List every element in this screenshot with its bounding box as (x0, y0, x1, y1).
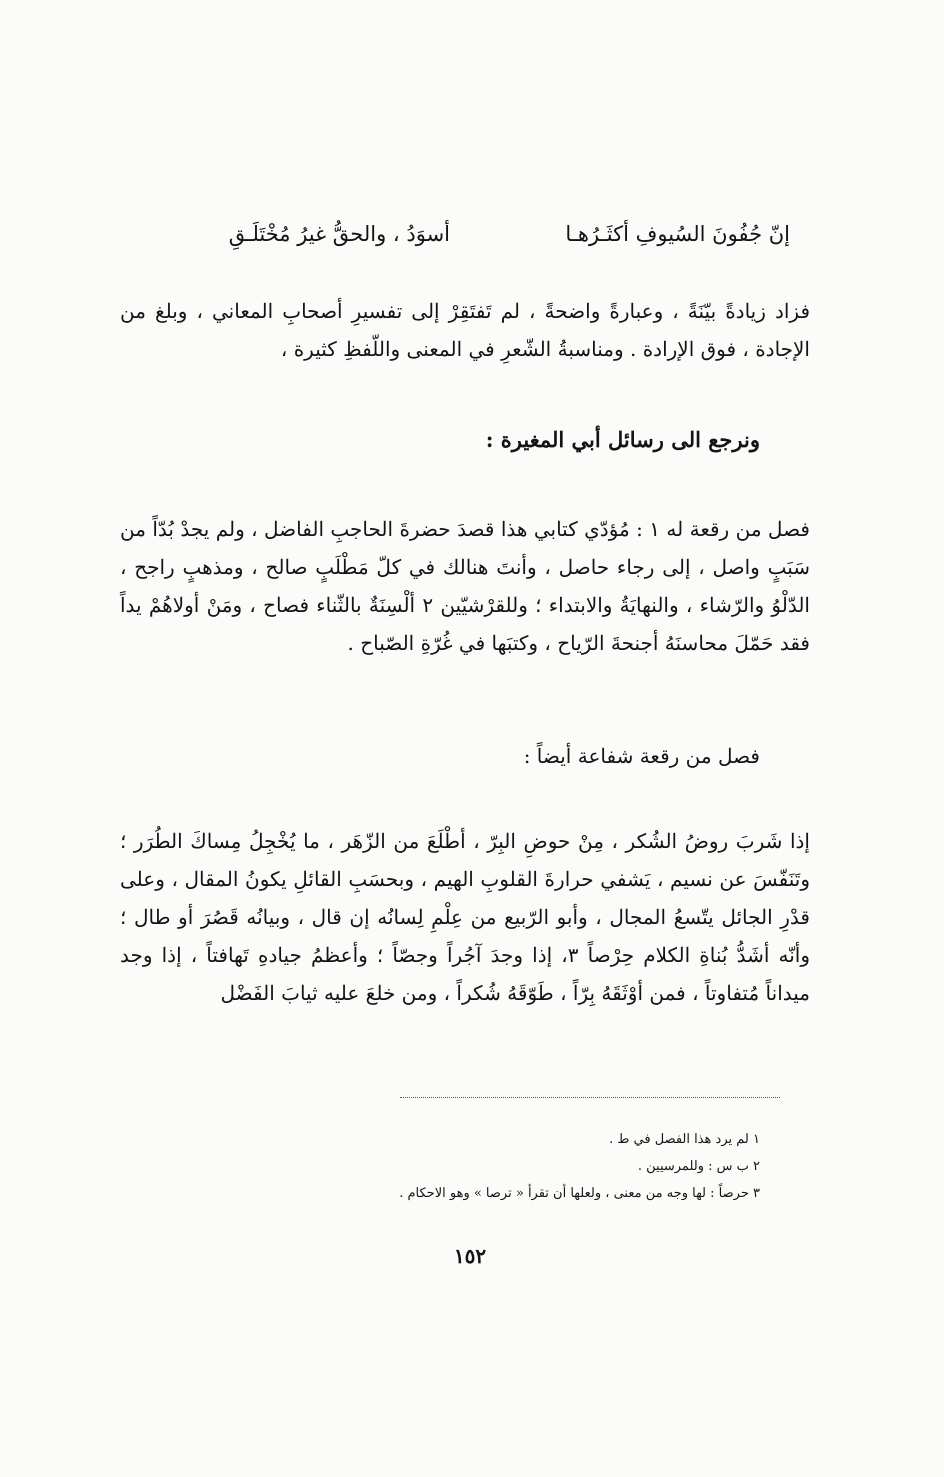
verse-hemistich-first: إنّ جُفُونَ السُيوفِ أكثَـرُهـا (565, 222, 790, 246)
paragraph-commentary: فزاد زيادةً بيّنَةً ، وعبارةً واضحةً ، لم تَفتَقِرْ إلى تفسيرِ أصحابِ المعاني ، وبلغ من الإجادة ، فوق الإرادة . ومناسبةُ الشّعرِ في المعنى واللّفظِ كثيرة ، (120, 299, 810, 361)
footnotes (200, 1126, 760, 1207)
subsection-heading: فصل من رقعة شفاعة أيضاً : (523, 744, 760, 768)
footnote-1: ١ لم يرد هذا الفصل في ط . (609, 1132, 760, 1147)
page-number: ١٥٢ (453, 1244, 487, 1268)
verse-hemistich-second: أسوَدُ ، والحقُّ غيرُ مُخْتَلَـقِ (228, 222, 450, 246)
section-heading: ونرجع الى رسائل أبي المغيرة : (485, 427, 760, 452)
footnote-divider (400, 1097, 780, 1098)
paragraph-intercession: إذا شَربَ روضُ الشُكر ، مِنْ حوضِ البِرّ ، أطْلَعَ من الزّهَر ، ما يُخْجِلُ مِساكَ الطُرَر ؛ وتَنَفّسَ عن نسيم ، يَشفي حرارةَ القلوبِ الهيم ، وبحسَبِ القائلِ يكونُ المقال ، وعلى قدْرِ الجائل يتّسعُ المجال ، وأبو الرّبيع من عِلْمِ لِسانُه إن قال ، وبيانُه قَصُرَ أو طال ؛ وأنّه أشَدُّ بُناةِ الكلام حِرْصاً ٣، إذا وجدَ آجُراً وجصّاً ؛ وأعظمُ جيادهِ تَهافتاً ، إذا وجد ميداناً مُتفاوتاً ، فمن أوْثَقَهُ بِرّاً ، طَوّقَهُ شُكراً ، ومن خلعَ عليه ثيابَ الفَضْل (120, 829, 811, 1005)
footnote-2: ٢ ب س : وللمرسيين . (637, 1159, 760, 1174)
footnote-3: ٣ حرصاً : لها وجه من معنى ، ولعلها أن تقرأ « ترصا » وهو الاحكام . (399, 1186, 760, 1201)
paragraph-letter: فصل من رقعة له ١ : مُؤدّي كتابي هذا قصدَ حضرةَ الحاجبِ الفاضل ، ولم يجدْ بُدّاً من سَبَبٍ واصل ، إلى رجاء حاصل ، وأنتَ هنالك في كلّ مَطْلَبٍ صالح ، ومذهبٍ راجح ، الدّلْوُ والرّشاء ، والنهايَةُ والابتداء ؛ وللقرْشيّين ٢ ألْسِنَةٌ بالثّناء فصاح ، ومَنْ أولاهُمْ يداً فقد حَمّلَ محاسنَهُ أجنحةَ الرّياح ، وكتبَها في غُرّةِ الصّباح . (120, 517, 810, 655)
poem-verse (150, 214, 790, 254)
